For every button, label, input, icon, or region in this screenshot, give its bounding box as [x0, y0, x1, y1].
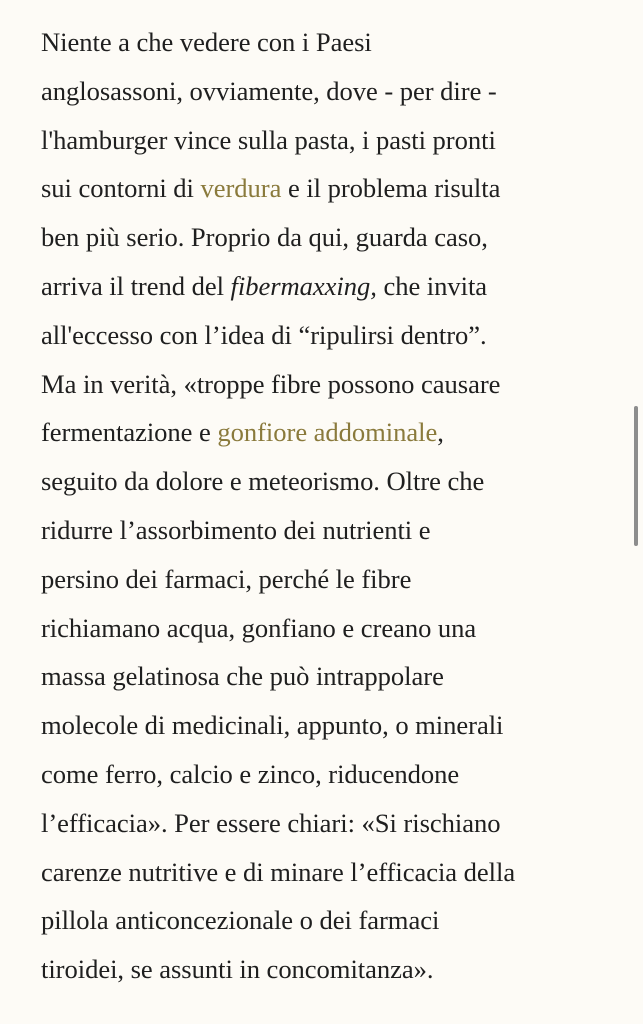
text-line: [41, 164, 601, 213]
text-line: Ma in verità, «troppe fibre possono causare: [41, 368, 501, 399]
text-line: seguito da dolore e meteorismo. Oltre che: [41, 466, 485, 497]
text-line: ridurre l’assorbimento dei nutrienti e: [41, 514, 431, 545]
text-segment: e il problema risulta: [281, 173, 501, 204]
text-line: pillola anticoncezionale o dei farmaci: [41, 905, 440, 936]
text-line: massa gelatinosa che può intrappolare: [41, 661, 444, 692]
text-line: richiamano acqua, gonfiano e creano una: [41, 612, 477, 643]
text-segment: ,: [437, 417, 444, 448]
text-segment: fermentazione e: [41, 417, 218, 448]
italic-term-fibermaxxing: fibermaxxing,: [230, 270, 377, 301]
text-line: l’efficacia». Per essere chiari: «Si rischiano: [41, 807, 501, 838]
link-verdura[interactable]: verdura: [200, 173, 282, 204]
article-paragraph: [41, 18, 601, 994]
text-line: l'hamburger vince sulla pasta, i pasti pronti: [41, 124, 496, 155]
text-line: ben più serio. Proprio da qui, guarda caso,: [41, 222, 488, 253]
text-line: persino dei farmaci, perché le fibre: [41, 563, 412, 594]
text-line: tiroidei, se assunti in concomitanza».: [41, 954, 434, 985]
text-line: [41, 262, 601, 311]
text-segment: arriva il trend del: [41, 270, 231, 301]
text-line: [41, 408, 601, 457]
text-line: molecole di medicinali, appunto, o minerali: [41, 710, 504, 741]
text-segment: che invita: [376, 270, 488, 301]
text-line: carenze nutritive e di minare l’efficacia della: [41, 856, 516, 887]
text-line: anglosassoni, ovviamente, dove - per dire -: [41, 75, 497, 106]
link-gonfiore-addominale[interactable]: gonfiore addominale: [217, 417, 438, 448]
text-line: Niente a che vedere con i Paesi: [41, 27, 372, 57]
text-line: all'eccesso con l’idea di “ripulirsi dentro”.: [41, 319, 487, 350]
text-segment: sui contorni di: [41, 173, 201, 204]
scrollbar-thumb[interactable]: [634, 406, 638, 546]
text-line: come ferro, calcio e zinco, riducendone: [41, 758, 460, 789]
